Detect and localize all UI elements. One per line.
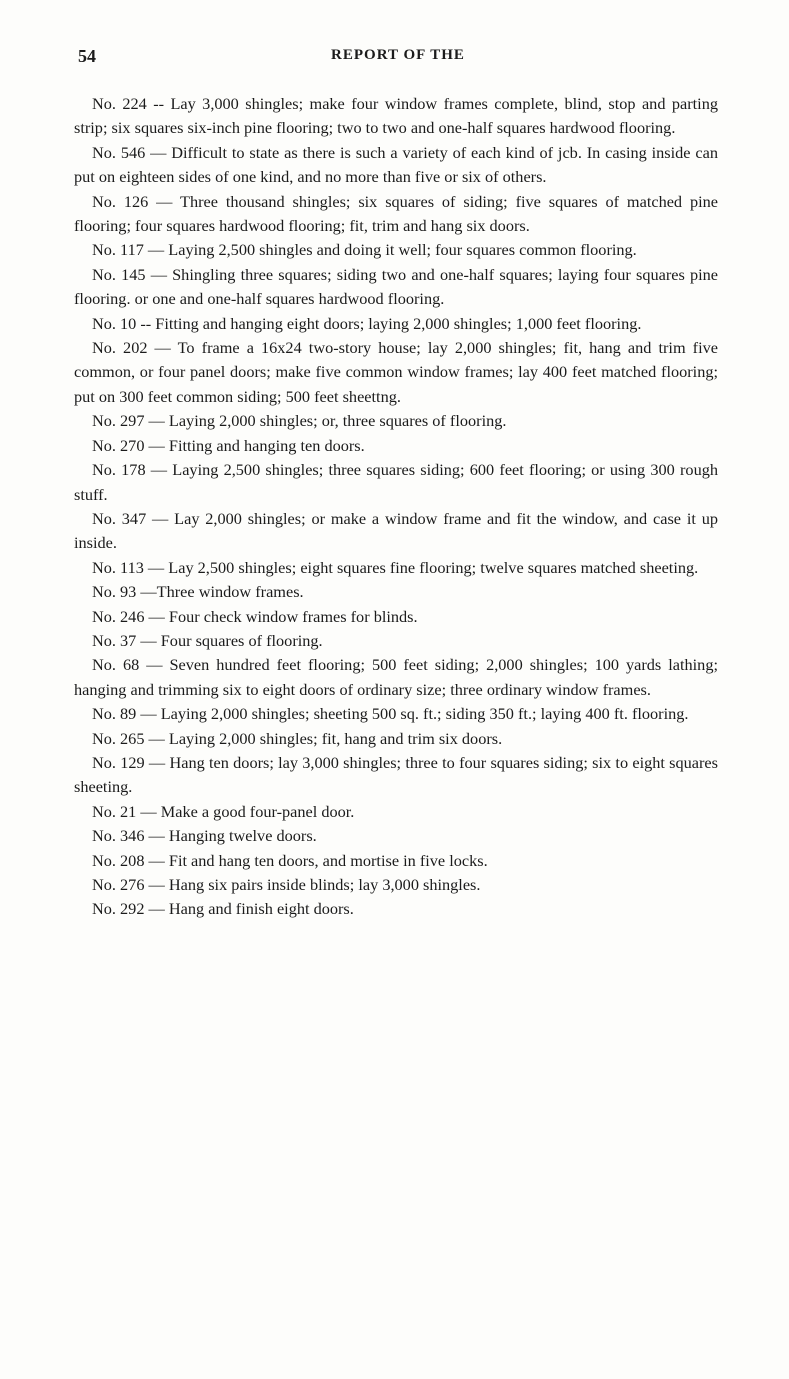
- entry-270: No. 270 — Fitting and hanging ten doors.: [92, 435, 365, 455]
- running-title: REPORT OF THE: [331, 47, 465, 63]
- entry-347: No. 347 — Lay 2,000 shingles; or make a window frame and fit the window, and case it up inside.: [74, 508, 718, 553]
- entry-37: No. 37 — Four squares of flooring.: [92, 630, 323, 650]
- entry-208: No. 208 — Fit and hang ten doors, and mortise in five locks.: [92, 850, 488, 870]
- entry-68: No. 68 — Seven hundred feet flooring; 500 feet siding; 2,000 shingles; 100 yards lathing; hanging and trimming six to eight doors of ordinary size; three ordinary window frames.: [74, 655, 718, 699]
- entry-297: No. 297 — Laying 2,000 shingles; or, three squares of flooring.: [92, 411, 507, 431]
- entry-117: No. 117 — Laying 2,500 shingles and doing it well; four squares common flooring.: [92, 240, 637, 260]
- entry-93: No. 93 —Three window frames.: [92, 582, 304, 602]
- running-head: [78, 46, 718, 68]
- entry-126: No. 126 — Three thousand shingles; six squares of siding; five squares of matched pine flooring; four squares hardwood flooring; fit, trim and hang six doors.: [74, 191, 718, 236]
- entry-246: No. 246 — Four check window frames for blinds.: [92, 606, 418, 626]
- entry-21: No. 21 — Make a good four-panel door.: [92, 801, 355, 821]
- entry-276: No. 276 — Hang six pairs inside blinds; lay 3,000 shingles.: [92, 875, 481, 894]
- entry-178: No. 178 — Laying 2,500 shingles; three squares siding; 600 feet flooring; or using 300 rough stuff.: [74, 460, 718, 504]
- entry-145: No. 145 — Shingling three squares; siding two and one-half squares; laying four squares pine flooring. or one and one-half squares hardwood flooring.: [74, 264, 718, 309]
- entry-113: No. 113 — Lay 2,500 shingles; eight squares fine flooring; twelve squares matched sheeting.: [92, 557, 699, 577]
- entry-202: No. 202 — To frame a 16x24 two-story house; lay 2,000 shingles; fit, hang and trim five common, or four panel doors; make five common window frames; lay 400 feet matched flooring; put on 300 feet common siding; 500 feet sheettng.: [74, 338, 718, 406]
- entry-224: No. 224 -- Lay 3,000 shingles; make four window frames complete, blind, stop and parting strip; six squares six-inch pine flooring; two to two and one-half squares hardwood flooring.: [74, 94, 718, 138]
- entry-129: No. 129 — Hang ten doors; lay 3,000 shingles; three to four squares siding; six to eight squares sheeting.: [74, 752, 718, 797]
- body-text: [74, 92, 718, 922]
- entry-546: No. 546 — Difficult to state as there is such a variety of each kind of jcb. In casing inside can put on eighteen sides of one kind, and no more than five or six of others.: [74, 142, 718, 187]
- entry-89: No. 89 — Laying 2,000 shingles; sheeting 500 sq. ft.; siding 350 ft.; laying 400 ft. flooring.: [92, 704, 689, 724]
- entry-10: No. 10 -- Fitting and hanging eight doors; laying 2,000 shingles; 1,000 feet flooring.: [92, 313, 642, 333]
- page-number: 54: [78, 46, 96, 66]
- entry-346: No. 346 — Hanging twelve doors.: [92, 826, 317, 846]
- entry-265: No. 265 — Laying 2,000 shingles; fit, hang and trim six doors.: [92, 728, 503, 748]
- entry-292: No. 292 — Hang and finish eight doors.: [92, 899, 354, 919]
